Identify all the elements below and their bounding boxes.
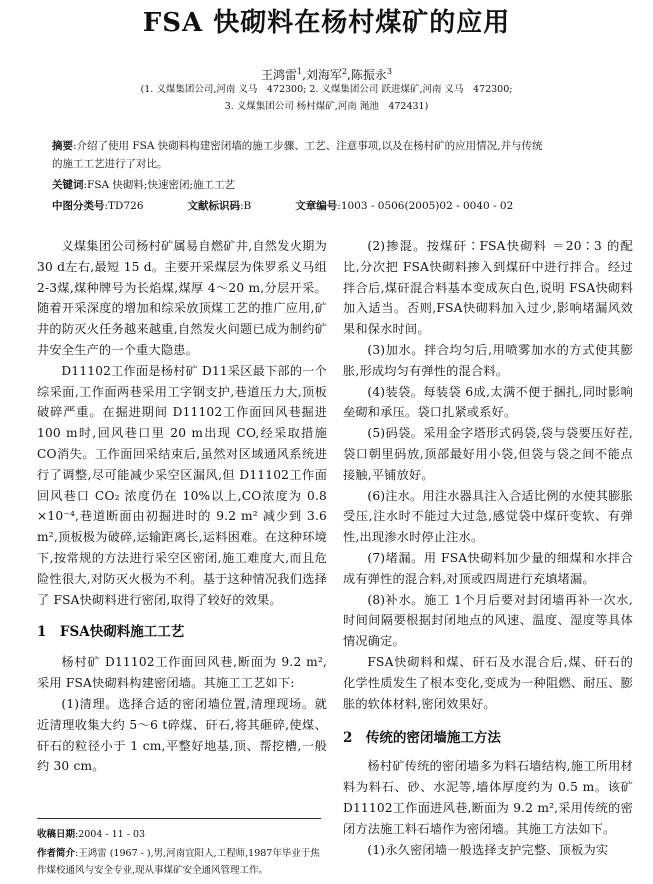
body-paragraph: (6)注水。用注水器具注入合适比例的水使其膨胀受压,注水时不能过大过急,感觉袋中煤矸变软、有弹性,出现渗水时停止注水。: [343, 488, 634, 545]
affiliation-line: (1. 义煤集团公司,河南 义马 472300; 2. 义煤集团公司 跃进煤矿,河南 义马 472300;: [140, 84, 513, 95]
body-paragraph: 义煤集团公司杨村矿属易自燃矿井,自然发火期为 30 d左右,最短 15 d。主要开采煤层为侏罗系义马组 2-3煤,煤种牌号为长焰煤,煤厚 4～20 m,分层开采。随着开采深度的增加和综采放顶煤工艺的推广应用,矿井的防灭火任务越来越重,自然发火问题已成为制约矿井安全生产的一个重大隐患。: [37, 239, 327, 357]
affiliation-line: 3. 义煤集团公司 杨村煤矿,河南 渑池 472431): [224, 101, 429, 112]
section-heading: 2 传统的密闭墙施工方法: [343, 730, 501, 747]
abstract-label: 摘要: [52, 140, 73, 152]
author-name: 刘海军: [305, 68, 342, 82]
body-paragraph: (8)补水。施工 1个月后要对封闭墙再补一次水,时间间隔要根据封闭地点的风速、温度、湿度等具体情况确定。: [343, 592, 633, 649]
body-paragraph: 杨村矿传统的密闭墙多为料石墙结构,施工所用材料为料石、砂、水泥等,墙体厚度约为 0.5 m。该矿 D11102工作面进风巷,断面为 9.2 m²,采用传统的密闭方法施工料石墙作为密闭墙。其施工方法如下。: [343, 759, 633, 836]
body-paragraph: (7)堵漏。用 FSA快砌料加少量的细煤和水拌合成有弹性的混合料,对顶或四周进行充填堵漏。: [343, 550, 633, 586]
section-heading: 1 FSA快砌料施工工艺: [37, 624, 185, 641]
keywords-text: :FSA 快砌料;快速密闭;施工工艺: [83, 179, 236, 191]
left-column: [37, 236, 327, 777]
body-paragraph: (3)加水。拌合均匀后,用喷雾加水的方式使其膨胀,形成均匀有弹性的混合料。: [343, 342, 633, 378]
clc-value: :TD726: [104, 200, 144, 212]
author-name: 王鸿雷: [261, 68, 298, 82]
body-paragraph: (2)掺混。按煤矸∶FSA快砌料 ＝20∶3 的配比,分次把 FSA快砌料掺入到煤矸中进行拌合。经过拌合后,煤矸混合料基本变成灰白色,说明 FSA快砌料加入适当。否则,FSA快砌料加入过少,影响堵漏风效果和保水时间。: [343, 239, 633, 337]
footnote-received: [37, 826, 327, 843]
classification-line: [52, 198, 612, 215]
received-label: 收稿日期: [37, 829, 76, 840]
received-date: :2004 - 11 - 03: [75, 829, 146, 840]
body-paragraph: (4)装袋。每装袋 6成,太满不便于捆扎,同时影响垒砌和承压。袋口扎紧或系好。: [343, 384, 633, 420]
author-line: 王鸿雷$^1$,刘海军$^2$,陈振永$^3$: [261, 67, 392, 82]
author-mark: 1: [297, 67, 303, 76]
right-column: [343, 236, 633, 860]
body-paragraph: FSA快砌料和煤、矸石及水混合后,煤、矸石的化学性质发生了根本变化,变成为一种阻燃、耐压、膨胀的软体材料,密闭效果好。: [343, 654, 633, 711]
doc-code-value: :B: [240, 200, 252, 212]
clc-label: 中图分类号: [52, 200, 105, 212]
bio-label: 作者简介: [37, 848, 76, 859]
body-paragraph: 杨村矿 D11102工作面回风巷,断面为 9.2 m²,采用 FSA快砌料构建密闭墙。其施工工艺如下:: [37, 655, 327, 691]
body-paragraph: (1)清理。选择合适的密闭墙位置,清理现场。就近清理收集大约 5～6 t碎煤、矸石,将其砸碎,使煤、矸石的粒径小于 1 cm,平整好地基,顶、帮挖槽,一般约 30 cm。: [37, 696, 327, 774]
bio-text: :王鸿雷 (1967 - ),男,河南宜阳人,工程师,1987年毕业于焦作煤校通风与安全专业,现从事煤矿安全通风管理工作。: [37, 848, 320, 876]
body-paragraph: (5)码袋。采用金字塔形式码袋,袋与袋要压好茬,袋口朝里码放,顶部最好用小袋,但袋与袋之间不能点接触,平铺放好。: [343, 426, 633, 482]
doc-code-label: 文献标识码: [187, 200, 241, 212]
body-paragraph: D11102工作面是杨村矿 D11采区最下部的一个综采面,工作面两巷采用工字钢支护,巷道压力大,顶板破碎严重。在掘进期间 D11102工作面回风巷掘进 100 m时,回风巷口里 20 m出现 CO,经采取措施 CO消失。工作面回采结束后,虽然对区域通风系统进行了调整,尽可能减少采空区漏风,但 D11102工作面回风巷口 CO₂ 浓度仍在 10%以上,CO浓度为 0.8 ×10⁻⁴,巷道断面由初掘进时的 9.2 m² 减少到 3.6 m²,顶板极为破碎,运输距离长,运料困难。在这种环境下,按常规的方法进行采空区密闭,施工难度大,而且危险性很大,对防灭火极为不利。基于这种情况我们选择了 FSA快砌料进行密闭,取得了较好的效果。: [37, 363, 327, 607]
body-paragraph: (1)永久密闭墙一般选择支护完整、顶板为实: [367, 842, 609, 857]
keywords-line: [52, 177, 612, 194]
author-mark: 3: [386, 67, 392, 76]
article-number-label: 文章编号: [295, 200, 338, 212]
author-mark: 2: [341, 67, 348, 76]
paper-title: FSA 快砌料在杨村煤矿的应用: [142, 8, 511, 38]
abstract-line: 的施工工艺进行了对比。: [52, 158, 168, 170]
footnote-divider: [37, 818, 321, 819]
author-name: 陈振永: [350, 68, 387, 82]
abstract-text: :介绍了使用 FSA 快砌料构建密闭墙的施工步骤、工艺、注意事项,以及在杨村矿的应用情况,并与传统: [73, 140, 543, 152]
footnote-author-bio: [37, 845, 327, 879]
article-number-value: :1003 - 0506(2005)02 - 0040 - 02: [337, 200, 514, 212]
abstract-line: [52, 138, 612, 155]
keywords-label: 关键词: [52, 179, 84, 191]
